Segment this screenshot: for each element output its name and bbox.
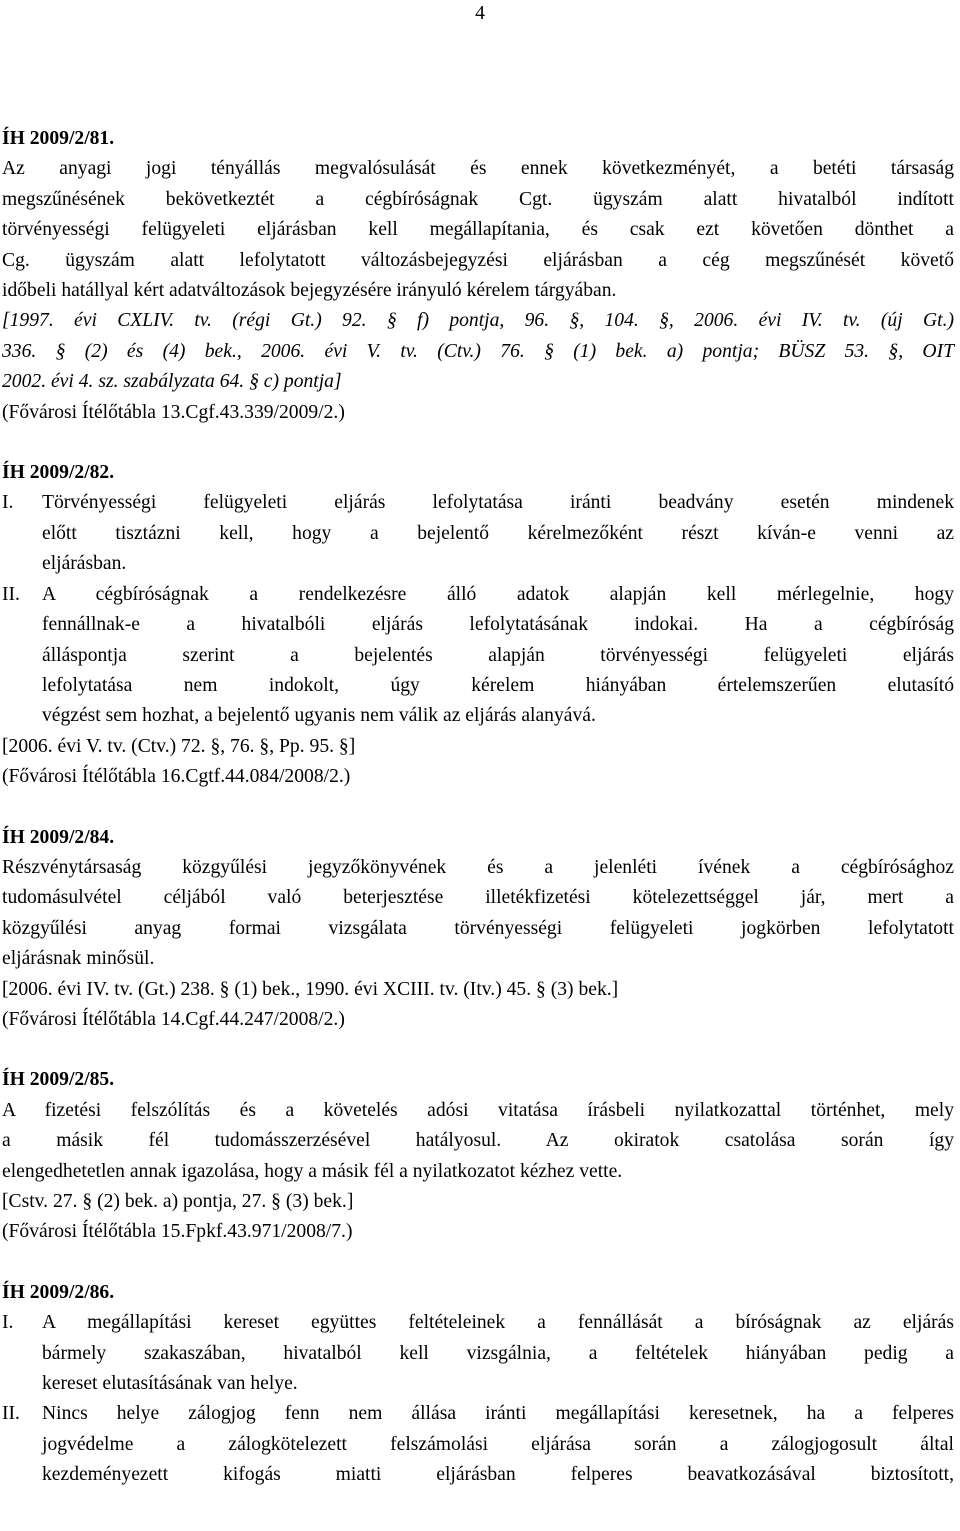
text-line: Részvénytársaság közgyűlési jegyzőkönyvének és a jelenléti ívének a cégbírósághoz	[2, 856, 954, 878]
text-line: eljárásban.	[42, 553, 127, 575]
text-line: elengedhetetlen annak igazolása, hogy a másik fél a nyilatkozatot kézhez vette.	[2, 1160, 623, 1182]
text-line: álláspontja szerint a bejelentés alapján törvényességi felügyeleti eljárás	[42, 644, 954, 666]
numbered-item	[2, 488, 954, 579]
legal-reference-line: [2006. évi IV. tv. (Gt.) 238. § (1) bek., 1990. évi XCIII. tv. (Itv.) 45. § (3) bek.]	[2, 978, 619, 1000]
text-line: A megállapítási kereset együttes feltételeinek a fennállását a bíróságnak az eljárás	[42, 1312, 954, 1334]
text-line: közgyűlési anyag formai vizsgálata törvényességi felügyeleti jogkörben lefolytatott	[2, 917, 954, 939]
legal-reference-line: 336. § (2) és (4) bek., 2006. évi V. tv. (Ctv.) 76. § (1) bek. a) pontja; BÜSZ 53. §, OIT	[2, 340, 954, 362]
text-line: A fizetési felszólítás és a követelés adósi vitatása írásbeli nyilatkozattal történhet, mely	[2, 1099, 954, 1121]
text-line: fennállnak-e a hivatalbóli eljárás lefolytatásának indokai. Ha a cégbíróság	[42, 614, 954, 636]
numbered-item	[2, 1308, 954, 1399]
text-line: jogvédelme a zálogkötelezett felszámolási eljárása során a zálogjogosult által	[42, 1433, 954, 1455]
entry-82	[2, 458, 954, 792]
text-line: Az anyagi jogi tényállás megvalósulását és ennek következményét, a betéti társaság	[2, 158, 954, 180]
text-line: előtt tisztázni kell, hogy a bejelentő kérelmezőként részt kíván-e venni az	[42, 522, 954, 544]
entry-id: ÍH 2009/2/86.	[2, 1281, 115, 1303]
entry-id: ÍH 2009/2/84.	[2, 826, 115, 848]
text-line: eljárásnak minősül.	[2, 948, 155, 970]
legal-reference-line: [2006. évi V. tv. (Ctv.) 72. §, 76. §, Pp. 95. §]	[2, 735, 356, 757]
text-line: lefolytatása nem indokolt, úgy kérelem hiányában értelemszerűen elutasító	[42, 674, 954, 696]
legal-reference-line: [Cstv. 27. § (2) bek. a) pontja, 27. § (3) bek.]	[2, 1191, 354, 1212]
entry-id: ÍH 2009/2/85.	[2, 1069, 115, 1091]
entry-id: ÍH 2009/2/81.	[2, 128, 115, 149]
text-line: A cégbíróságnak a rendelkezésre álló adatok alapján kell mérlegelnie, hogy	[42, 583, 954, 605]
entry-85	[2, 1065, 954, 1247]
legal-reference-line: [1997. évi CXLIV. tv. (régi Gt.) 92. § f) pontja, 96. §, 104. §, 2006. évi IV. tv. (új Gt.)	[2, 310, 954, 332]
text-line: törvényességi felügyeleti eljárásban kell megállapítania, és csak ezt követően dönthet a	[2, 219, 954, 241]
numbered-item	[2, 1399, 954, 1490]
entry-86	[2, 1278, 954, 1491]
court-source: (Fővárosi Ítélőtábla 13.Cgf.43.339/2009/2.)	[2, 401, 345, 423]
numbered-item	[2, 580, 954, 732]
item-marker: II.	[2, 1403, 20, 1425]
text-line: végzést sem hozhat, a bejelentő ugyanis nem válik az eljárás alanyává.	[42, 705, 596, 727]
entry-81	[2, 124, 954, 428]
item-body	[42, 1399, 954, 1490]
text-line: Cg. ügyszám alatt lefolytatott változásbejegyzési eljárásban a cég megszűnését követő	[2, 249, 954, 271]
text-line: bármely szakaszában, hivatalból kell vizsgálnia, a feltételek hiányában pedig a	[42, 1342, 954, 1364]
text-line: tudomásulvétel céljából való beterjesztése illetékfizetési kötelezettséggel jár, mert a	[2, 887, 954, 909]
item-body	[42, 580, 954, 732]
document-body	[2, 124, 954, 1521]
item-body	[42, 488, 954, 579]
court-source: (Fővárosi Ítélőtábla 14.Cgf.44.247/2008/2.)	[2, 1008, 345, 1030]
item-marker: I.	[2, 1312, 14, 1334]
text-line: a másik fél tudomásszerzésével hatályosul. Az okiratok csatolása során így	[2, 1130, 954, 1152]
court-source: (Fővárosi Ítélőtábla 15.Fpkf.43.971/2008/7.)	[2, 1221, 353, 1243]
text-line: kereset elutasításának van helye.	[42, 1373, 298, 1395]
page-number: 4	[475, 3, 485, 24]
legal-reference-line: 2002. évi 4. sz. szabályzata 64. § c) pontja]	[2, 371, 342, 393]
text-line: megszűnésének bekövetkeztét a cégbíróságnak Cgt. ügyszám alatt hivatalból indított	[2, 188, 954, 210]
text-line: időbeli hatállyal kért adatváltozások bejegyzésére irányuló kérelem tárgyában.	[2, 280, 617, 302]
item-body	[42, 1308, 954, 1399]
item-marker: I.	[2, 492, 14, 514]
court-source: (Fővárosi Ítélőtábla 16.Cgtf.44.084/2008/2.)	[2, 766, 351, 788]
text-line: Nincs helye zálogjog fenn nem állása iránti megállapítási keresetnek, ha a felperes	[42, 1403, 954, 1425]
item-marker: II.	[2, 583, 20, 605]
text-line: kezdeményezett kifogás miatti eljárásban felperes beavatkozásával biztosított,	[42, 1464, 954, 1486]
entry-id: ÍH 2009/2/82.	[2, 462, 115, 484]
text-line: Törvényességi felügyeleti eljárás lefolytatása iránti beadvány esetén mindenek	[42, 492, 954, 514]
entry-84	[2, 823, 954, 1036]
